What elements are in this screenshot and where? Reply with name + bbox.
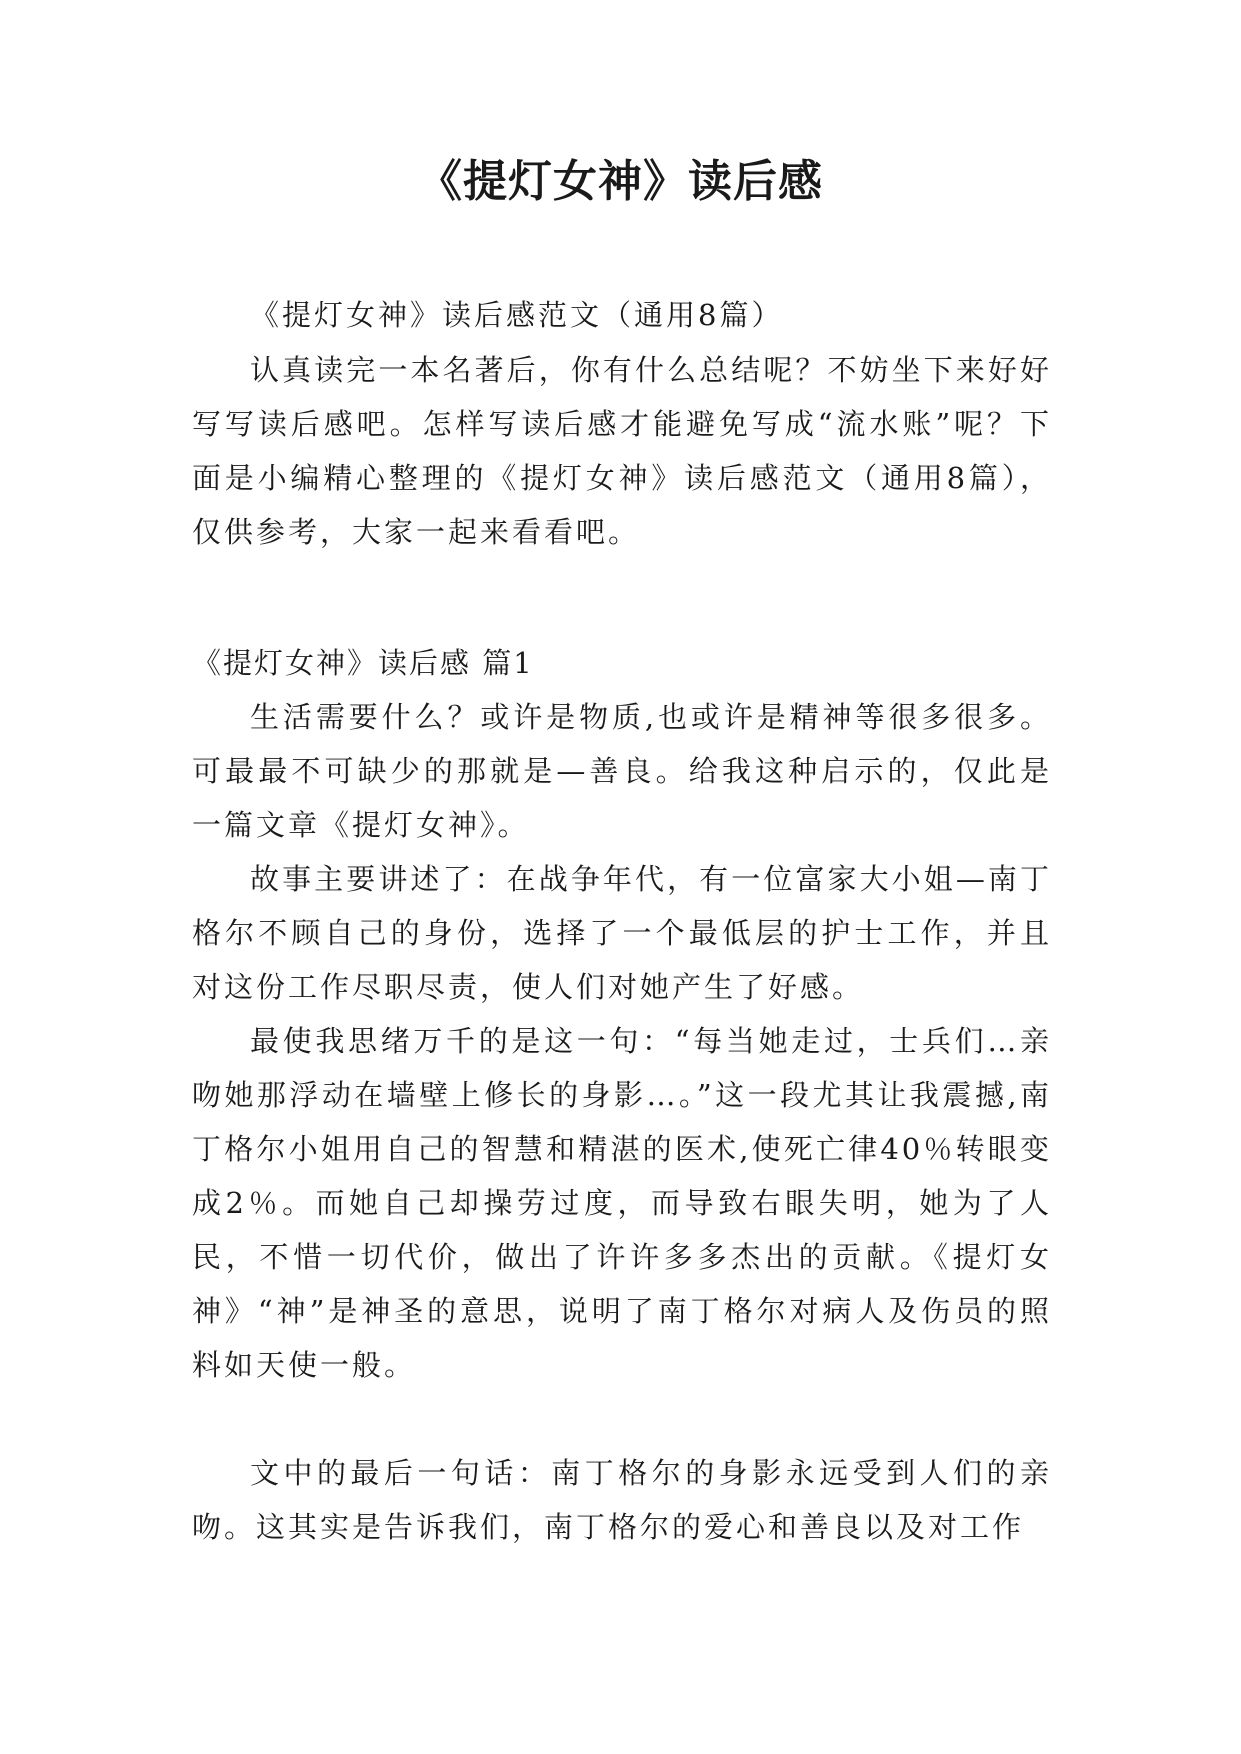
intro-paragraph: 认真读完一本名著后，你有什么总结呢？不妨坐下来好好写写读后感吧。怎样写读后感才能避免写成“流水账”呢？下面是小编精心整理的《提灯女神》读后感范文（通用8篇），仅供参考，大家一起来看看吧。: [192, 353, 1052, 549]
document-title: 《提灯女神》读后感: [418, 156, 823, 207]
section-heading: 《提灯女神》读后感 篇1: [192, 646, 534, 680]
body-paragraph: 故事主要讲述了：在战争年代，有一位富家大小姐—南丁格尔不顾自己的身份，选择了一个最低层的护士工作，并且对这份工作尽职尽责，使人们对她产生了好感。: [192, 862, 1052, 1004]
body-paragraph: 文中的最后一句话：南丁格尔的身影永远受到人们的亲吻。这其实是告诉我们，南丁格尔的爱心和善良以及对工作: [192, 1456, 1052, 1544]
body-paragraph: 最使我思绪万千的是这一句：“每当她走过，士兵们…亲吻她那浮动在墙壁上修长的身影…。”这一段尤其让我震撼,南丁格尔小姐用自己的智慧和精湛的医术,使死亡律40％转眼变成2％。而她自己却操劳过度，而导致右眼失明，她为了人民，不惜一切代价，做出了许许多多杰出的贡献。《提灯女神》“神”是神圣的意思，说明了南丁格尔对病人及伤员的照料如天使一般。: [192, 1024, 1052, 1382]
document-subtitle: 《提灯女神》读后感范文（通用8篇）: [250, 298, 784, 332]
body-paragraph: 生活需要什么？或许是物质,也或许是精神等很多很多。可最最不可缺少的那就是—善良。给我这种启示的，仅此是一篇文章《提灯女神》。: [192, 700, 1052, 842]
